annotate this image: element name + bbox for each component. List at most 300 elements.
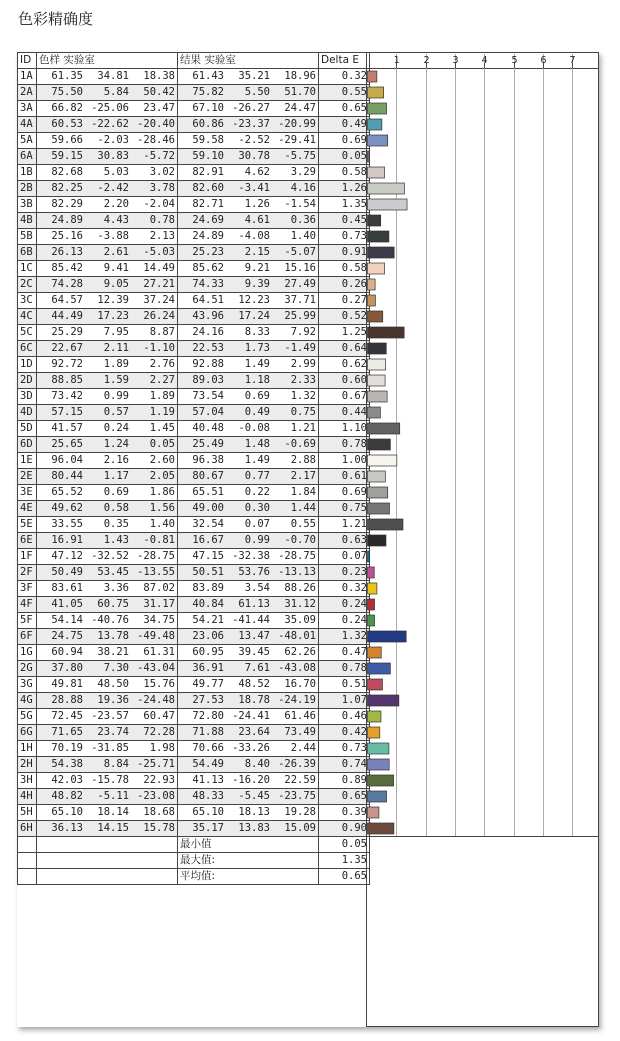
result-b: -23.75 <box>278 790 316 802</box>
result-l: 92.88 <box>192 358 224 370</box>
result-lab-cell <box>178 69 319 85</box>
bar-4E <box>368 503 390 514</box>
result-l: 57.04 <box>192 406 224 418</box>
result-lab-cell <box>178 517 319 533</box>
result-a: 48.52 <box>238 678 270 690</box>
sample-l: 61.35 <box>51 70 83 82</box>
bar-3E <box>368 487 388 498</box>
bar-2D <box>368 375 386 386</box>
delta-e-value: 0.74 <box>319 757 370 773</box>
result-b: -5.07 <box>284 246 316 258</box>
result-lab-cell <box>178 709 319 725</box>
result-l: 54.21 <box>192 614 224 626</box>
result-b: -0.69 <box>284 438 316 450</box>
result-l: 35.17 <box>192 822 224 834</box>
result-b: 51.70 <box>284 86 316 98</box>
sample-b: 1.40 <box>149 518 175 530</box>
result-a: -4.08 <box>238 230 270 242</box>
sample-b: 37.24 <box>143 294 175 306</box>
delta-e-value: 0.32 <box>319 69 370 85</box>
table-row <box>18 693 370 709</box>
result-b: 2.44 <box>290 742 316 754</box>
sample-lab-cell <box>37 709 178 725</box>
bar-3C <box>368 295 376 306</box>
result-l: 23.06 <box>192 630 224 642</box>
patch-id: 1B <box>18 165 37 181</box>
sample-l: 50.49 <box>51 566 83 578</box>
result-lab-cell <box>178 629 319 645</box>
patch-id: 6D <box>18 437 37 453</box>
sample-lab-cell <box>37 389 178 405</box>
patch-id: 3G <box>18 677 37 693</box>
delta-e-value: 1.35 <box>319 197 370 213</box>
patch-id: 3H <box>18 773 37 789</box>
sample-lab-cell <box>37 741 178 757</box>
result-lab-cell <box>178 469 319 485</box>
sample-l: 22.67 <box>51 342 83 354</box>
sample-a: 7.95 <box>103 326 129 338</box>
sample-b: -25.71 <box>137 758 175 770</box>
table-row <box>18 517 370 533</box>
result-b: 35.09 <box>284 614 316 626</box>
sample-b: 15.76 <box>143 678 175 690</box>
result-b: 0.55 <box>290 518 316 530</box>
sample-lab-cell <box>37 501 178 517</box>
sample-b: -0.81 <box>143 534 175 546</box>
result-lab-cell <box>178 149 319 165</box>
result-b: 24.47 <box>284 102 316 114</box>
tick-label: 7 <box>569 55 576 66</box>
patch-id: 1G <box>18 645 37 661</box>
delta-e-value: 1.25 <box>319 325 370 341</box>
sample-lab-cell <box>37 437 178 453</box>
result-l: 65.51 <box>192 486 224 498</box>
table-row <box>18 261 370 277</box>
result-lab-cell <box>178 341 319 357</box>
result-a: 7.61 <box>244 662 270 674</box>
sample-b: 2.27 <box>149 374 175 386</box>
sample-b: -13.55 <box>137 566 175 578</box>
result-l: 72.80 <box>192 710 224 722</box>
result-b: 31.12 <box>284 598 316 610</box>
sample-b: 50.42 <box>143 86 175 98</box>
sample-lab-cell <box>37 533 178 549</box>
result-a: 1.73 <box>244 342 270 354</box>
bar-1A <box>368 71 377 82</box>
result-b: -0.70 <box>284 534 316 546</box>
sample-lab-cell <box>37 597 178 613</box>
result-a: 4.62 <box>244 166 270 178</box>
delta-e-value: 0.07 <box>319 549 370 565</box>
table-row <box>18 181 370 197</box>
table-row <box>18 741 370 757</box>
sample-lab-cell <box>37 645 178 661</box>
result-b: 1.40 <box>290 230 316 242</box>
table-row <box>18 709 370 725</box>
result-b: 62.26 <box>284 646 316 658</box>
sample-lab-cell <box>37 773 178 789</box>
result-lab-cell <box>178 501 319 517</box>
result-lab-cell <box>178 373 319 389</box>
result-a: 8.33 <box>244 326 270 338</box>
result-l: 65.10 <box>192 806 224 818</box>
patch-id: 2D <box>18 373 37 389</box>
patch-id: 1D <box>18 357 37 373</box>
delta-e-value: 0.62 <box>319 357 370 373</box>
result-l: 43.96 <box>192 310 224 322</box>
result-b: 16.70 <box>284 678 316 690</box>
sample-a: 9.05 <box>103 278 129 290</box>
color-accuracy-table <box>17 52 370 885</box>
result-lab-cell <box>178 421 319 437</box>
sample-l: 82.29 <box>51 198 83 210</box>
result-l: 32.54 <box>192 518 224 530</box>
sample-lab-cell <box>37 725 178 741</box>
patch-id: 2A <box>18 85 37 101</box>
sample-l: 96.04 <box>51 454 83 466</box>
bar-1H <box>368 743 389 754</box>
sample-a: 2.16 <box>103 454 129 466</box>
header-result-lab: 结果 实验室 <box>178 53 319 69</box>
sample-a: 0.35 <box>103 518 129 530</box>
sample-l: 74.28 <box>51 278 83 290</box>
result-b: 2.17 <box>290 470 316 482</box>
result-lab-cell <box>178 117 319 133</box>
bar-6F <box>368 631 407 642</box>
patch-id: 2H <box>18 757 37 773</box>
sample-lab-cell <box>37 805 178 821</box>
delta-e-value: 0.32 <box>319 581 370 597</box>
sample-l: 60.94 <box>51 646 83 658</box>
result-l: 25.23 <box>192 246 224 258</box>
patch-id: 5E <box>18 517 37 533</box>
result-b: 4.16 <box>290 182 316 194</box>
sample-b: -2.04 <box>143 198 175 210</box>
sample-a: 30.83 <box>97 150 129 162</box>
result-l: 82.71 <box>192 198 224 210</box>
table-row <box>18 645 370 661</box>
sample-lab-cell <box>37 581 178 597</box>
sample-l: 75.50 <box>51 86 83 98</box>
result-l: 70.66 <box>192 742 224 754</box>
sample-a: 0.99 <box>103 390 129 402</box>
sample-a: -2.42 <box>97 182 129 194</box>
result-lab-cell <box>178 805 319 821</box>
sample-b: 87.02 <box>143 582 175 594</box>
patch-id: 6B <box>18 245 37 261</box>
sample-b: -28.75 <box>137 550 175 562</box>
avg-label: 平均值: <box>178 869 319 885</box>
delta-e-value: 0.58 <box>319 261 370 277</box>
result-a: -23.37 <box>232 118 270 130</box>
sample-l: 70.19 <box>51 742 83 754</box>
result-l: 49.77 <box>192 678 224 690</box>
result-lab-cell <box>178 789 319 805</box>
sample-l: 88.85 <box>51 374 83 386</box>
result-lab-cell <box>178 741 319 757</box>
delta-e-value: 0.23 <box>319 565 370 581</box>
sample-a: 0.57 <box>103 406 129 418</box>
bar-3H <box>368 775 394 786</box>
bar-6C <box>368 343 387 354</box>
delta-e-value: 0.49 <box>319 117 370 133</box>
sample-lab-cell <box>37 69 178 85</box>
patch-id: 1F <box>18 549 37 565</box>
table-row <box>18 341 370 357</box>
sample-lab-cell <box>37 277 178 293</box>
sample-a: 17.23 <box>97 310 129 322</box>
patch-id: 6C <box>18 341 37 357</box>
table-row <box>18 293 370 309</box>
result-lab-cell <box>178 533 319 549</box>
header-id: ID <box>18 53 37 69</box>
sample-b: 27.21 <box>143 278 175 290</box>
sample-l: 28.88 <box>51 694 83 706</box>
table-row <box>18 149 370 165</box>
sample-l: 26.13 <box>51 246 83 258</box>
summary-row-avg <box>18 869 370 885</box>
avg-value: 0.65 <box>319 869 370 885</box>
sample-b: 1.45 <box>149 422 175 434</box>
result-l: 59.10 <box>192 150 224 162</box>
patch-id: 2B <box>18 181 37 197</box>
result-l: 60.95 <box>192 646 224 658</box>
result-l: 83.89 <box>192 582 224 594</box>
sample-lab-cell <box>37 421 178 437</box>
result-l: 85.62 <box>192 262 224 274</box>
result-l: 71.88 <box>192 726 224 738</box>
result-l: 96.38 <box>192 454 224 466</box>
result-l: 73.54 <box>192 390 224 402</box>
sample-b: -20.40 <box>137 118 175 130</box>
bar-5C <box>368 327 405 338</box>
sample-a: 8.84 <box>103 758 129 770</box>
result-lab-cell <box>178 597 319 613</box>
result-lab-cell <box>178 565 319 581</box>
table-row <box>18 661 370 677</box>
result-b: 37.71 <box>284 294 316 306</box>
tick-label: 6 <box>540 55 547 66</box>
patch-id: 3E <box>18 485 37 501</box>
result-b: 19.28 <box>284 806 316 818</box>
patch-id: 2G <box>18 661 37 677</box>
sample-b: -5.03 <box>143 246 175 258</box>
sample-lab-cell <box>37 117 178 133</box>
result-a: 13.47 <box>238 630 270 642</box>
sample-b: 23.47 <box>143 102 175 114</box>
sample-l: 92.72 <box>51 358 83 370</box>
sample-a: 5.03 <box>103 166 129 178</box>
sample-b: 0.05 <box>149 438 175 450</box>
result-b: -5.75 <box>284 150 316 162</box>
sample-lab-cell <box>37 309 178 325</box>
bar-2E <box>368 471 386 482</box>
delta-e-value: 0.69 <box>319 485 370 501</box>
patch-id: 5H <box>18 805 37 821</box>
result-b: 25.99 <box>284 310 316 322</box>
patch-id: 5A <box>18 133 37 149</box>
delta-e-value: 0.78 <box>319 661 370 677</box>
sample-a: -40.76 <box>91 614 129 626</box>
delta-e-value: 0.61 <box>319 469 370 485</box>
result-b: -29.41 <box>278 134 316 146</box>
table-row <box>18 773 370 789</box>
result-b: 2.88 <box>290 454 316 466</box>
sample-l: 65.52 <box>51 486 83 498</box>
result-l: 50.51 <box>192 566 224 578</box>
result-lab-cell <box>178 405 319 421</box>
sample-l: 41.57 <box>51 422 83 434</box>
result-a: 61.13 <box>238 598 270 610</box>
sample-l: 16.91 <box>51 534 83 546</box>
patch-id: 2F <box>18 565 37 581</box>
sample-l: 37.80 <box>51 662 83 674</box>
result-b: 88.26 <box>284 582 316 594</box>
table-row <box>18 277 370 293</box>
sample-l: 25.16 <box>51 230 83 242</box>
result-lab-cell <box>178 309 319 325</box>
delta-e-value: 0.27 <box>319 293 370 309</box>
summary-row-max <box>18 853 370 869</box>
bar-5H <box>368 807 379 818</box>
sample-a: 1.24 <box>103 438 129 450</box>
sample-lab-cell <box>37 101 178 117</box>
sample-l: 44.49 <box>51 310 83 322</box>
result-b: 73.49 <box>284 726 316 738</box>
sample-lab-cell <box>37 325 178 341</box>
sample-a: 1.43 <box>103 534 129 546</box>
sample-b: -23.08 <box>137 790 175 802</box>
table-body <box>18 69 370 837</box>
table-row <box>18 213 370 229</box>
sample-b: -28.46 <box>137 134 175 146</box>
result-lab-cell <box>178 181 319 197</box>
delta-e-value: 1.26 <box>319 181 370 197</box>
bar-4F <box>368 599 375 610</box>
result-l: 49.00 <box>192 502 224 514</box>
result-a: 9.39 <box>244 278 270 290</box>
sample-b: -5.72 <box>143 150 175 162</box>
delta-e-value: 0.60 <box>319 373 370 389</box>
delta-e-value: 0.65 <box>319 101 370 117</box>
patch-id: 6F <box>18 629 37 645</box>
result-lab-cell <box>178 437 319 453</box>
sample-b: 3.78 <box>149 182 175 194</box>
result-a: 1.49 <box>244 454 270 466</box>
bar-4H <box>368 791 387 802</box>
sample-a: 53.45 <box>97 566 129 578</box>
result-a: -3.41 <box>238 182 270 194</box>
table-row <box>18 581 370 597</box>
sample-lab-cell <box>37 261 178 277</box>
sample-a: -25.06 <box>91 102 129 114</box>
tick-label: 2 <box>423 55 430 66</box>
header-delta-e: Delta E <box>319 53 370 69</box>
sample-lab-cell <box>37 133 178 149</box>
sample-lab-cell <box>37 293 178 309</box>
result-l: 80.67 <box>192 470 224 482</box>
result-a: 5.50 <box>244 86 270 98</box>
sample-a: 0.24 <box>103 422 129 434</box>
sample-a: 23.74 <box>97 726 129 738</box>
patch-id: 1A <box>18 69 37 85</box>
table-row <box>18 613 370 629</box>
delta-e-value: 0.46 <box>319 709 370 725</box>
result-a: -41.44 <box>232 614 270 626</box>
delta-e-value: 0.67 <box>319 389 370 405</box>
result-lab-cell <box>178 133 319 149</box>
table-row <box>18 501 370 517</box>
delta-e-value: 0.47 <box>319 645 370 661</box>
bar-4B <box>368 215 381 226</box>
result-a: 53.76 <box>238 566 270 578</box>
header-sample-lab: 色样 实验室 <box>37 53 178 69</box>
result-a: 18.78 <box>238 694 270 706</box>
result-l: 48.33 <box>192 790 224 802</box>
sample-b: 2.76 <box>149 358 175 370</box>
result-l: 82.60 <box>192 182 224 194</box>
result-a: 35.21 <box>238 70 270 82</box>
result-a: -24.41 <box>232 710 270 722</box>
result-lab-cell <box>178 213 319 229</box>
bar-2C <box>368 279 376 290</box>
bar-1E <box>368 455 397 466</box>
page-title: 色彩精确度 <box>18 10 94 28</box>
result-a: -33.26 <box>232 742 270 754</box>
sample-l: 41.05 <box>51 598 83 610</box>
sample-b: 1.98 <box>149 742 175 754</box>
result-a: 0.77 <box>244 470 270 482</box>
bar-1F <box>368 551 370 562</box>
result-a: 0.99 <box>244 534 270 546</box>
patch-id: 6A <box>18 149 37 165</box>
sample-lab-cell <box>37 693 178 709</box>
sample-b: -1.10 <box>143 342 175 354</box>
bar-5E <box>368 519 403 530</box>
bar-1D <box>368 359 386 370</box>
result-a: -16.20 <box>232 774 270 786</box>
sample-l: 33.55 <box>51 518 83 530</box>
max-value: 1.35 <box>319 853 370 869</box>
delta-e-value: 0.05 <box>319 149 370 165</box>
table-row <box>18 229 370 245</box>
sample-lab-cell <box>37 341 178 357</box>
delta-e-value: 0.89 <box>319 773 370 789</box>
sample-a: 7.30 <box>103 662 129 674</box>
result-l: 61.43 <box>192 70 224 82</box>
delta-e-value: 0.44 <box>319 405 370 421</box>
result-l: 41.13 <box>192 774 224 786</box>
result-l: 22.53 <box>192 342 224 354</box>
result-b: -1.54 <box>284 198 316 210</box>
patch-id: 5B <box>18 229 37 245</box>
delta-e-value: 0.58 <box>319 165 370 181</box>
table-row <box>18 421 370 437</box>
bar-5A <box>368 135 388 146</box>
sample-b: 1.56 <box>149 502 175 514</box>
sample-a: 14.15 <box>97 822 129 834</box>
tick-label: 4 <box>481 55 488 66</box>
sample-l: 59.66 <box>51 134 83 146</box>
bar-1C <box>368 263 385 274</box>
tick-label: 1 <box>393 55 400 66</box>
result-b: 1.32 <box>290 390 316 402</box>
sample-lab-cell <box>37 517 178 533</box>
sample-l: 72.45 <box>51 710 83 722</box>
sample-lab-cell <box>37 565 178 581</box>
table-row <box>18 437 370 453</box>
sample-b: 18.68 <box>143 806 175 818</box>
